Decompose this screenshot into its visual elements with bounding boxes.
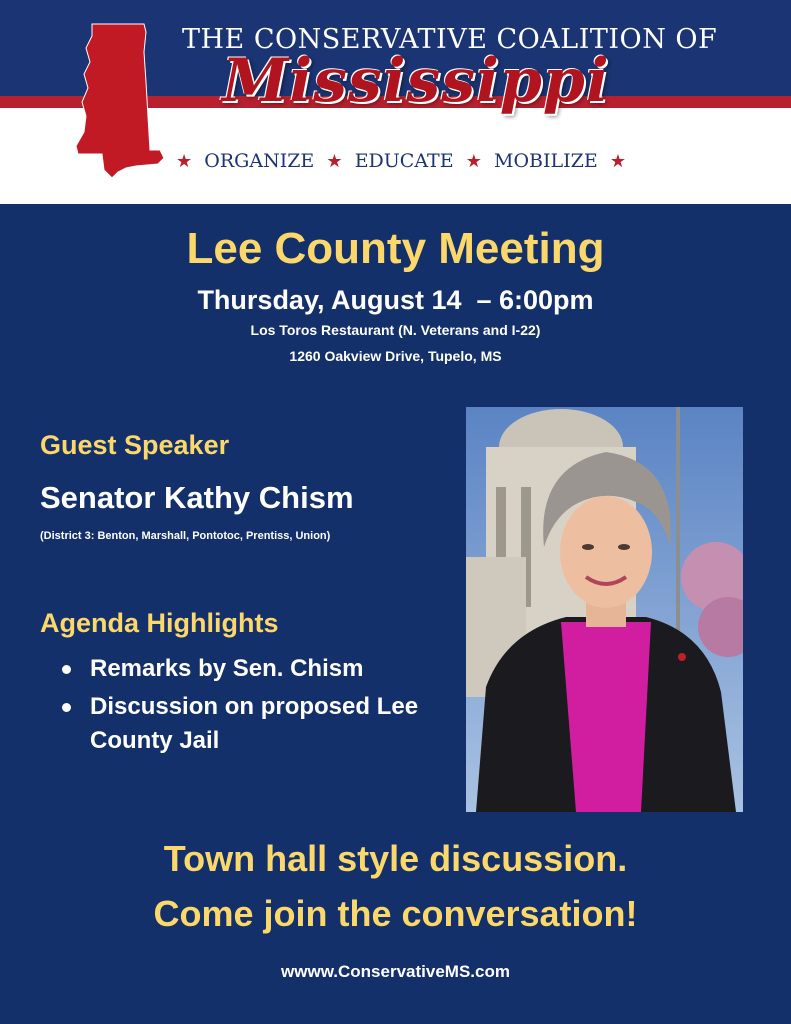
star-icon: ★ xyxy=(465,150,482,172)
cta-line-1: Town hall style discussion. xyxy=(163,838,628,879)
speaker-portrait-image xyxy=(466,407,743,812)
event-venue: Los Toros Restaurant (N. Veterans and I-22) xyxy=(250,322,541,338)
website-link[interactable]: wwww.ConservativeMS.com xyxy=(281,962,510,981)
mississippi-state-icon xyxy=(74,22,174,182)
star-icon: ★ xyxy=(326,150,343,172)
tagline-educate: EDUCATE xyxy=(354,150,454,172)
agenda-item-text: Remarks by Sen. Chism xyxy=(90,655,364,682)
tagline xyxy=(176,150,626,172)
bullet-icon xyxy=(62,665,71,674)
agenda-item-text: Discussion on proposed Lee County Jail xyxy=(90,693,419,754)
org-state-script: Mississippi xyxy=(222,46,610,116)
tagline-mobilize: MOBILIZE xyxy=(494,150,598,172)
event-title: Lee County Meeting xyxy=(186,224,605,273)
speaker-district: (District 3: Benton, Marshall, Pontotoc, Prentiss, Union) xyxy=(40,530,331,542)
event-address: 1260 Oakview Drive, Tupelo, MS xyxy=(289,348,502,364)
agenda-item xyxy=(58,652,458,686)
header-banner xyxy=(0,0,791,204)
speaker-photo xyxy=(466,407,743,812)
speaker-name: Senator Kathy Chism xyxy=(40,480,354,515)
tagline-organize: ORGANIZE xyxy=(204,150,315,172)
agenda-heading: Agenda Highlights xyxy=(40,608,279,638)
agenda-list xyxy=(58,652,458,762)
star-icon: ★ xyxy=(609,150,626,172)
agenda-item xyxy=(58,690,450,758)
event-datetime: Thursday, August 14 – 6:00pm xyxy=(197,285,594,315)
cta-line-2: Come join the conversation! xyxy=(153,893,638,934)
star-icon: ★ xyxy=(176,150,193,172)
bullet-icon xyxy=(62,703,71,712)
guest-speaker-heading: Guest Speaker xyxy=(40,430,230,460)
org-name-line: THE CONSERVATIVE COALITION OF xyxy=(182,24,718,55)
